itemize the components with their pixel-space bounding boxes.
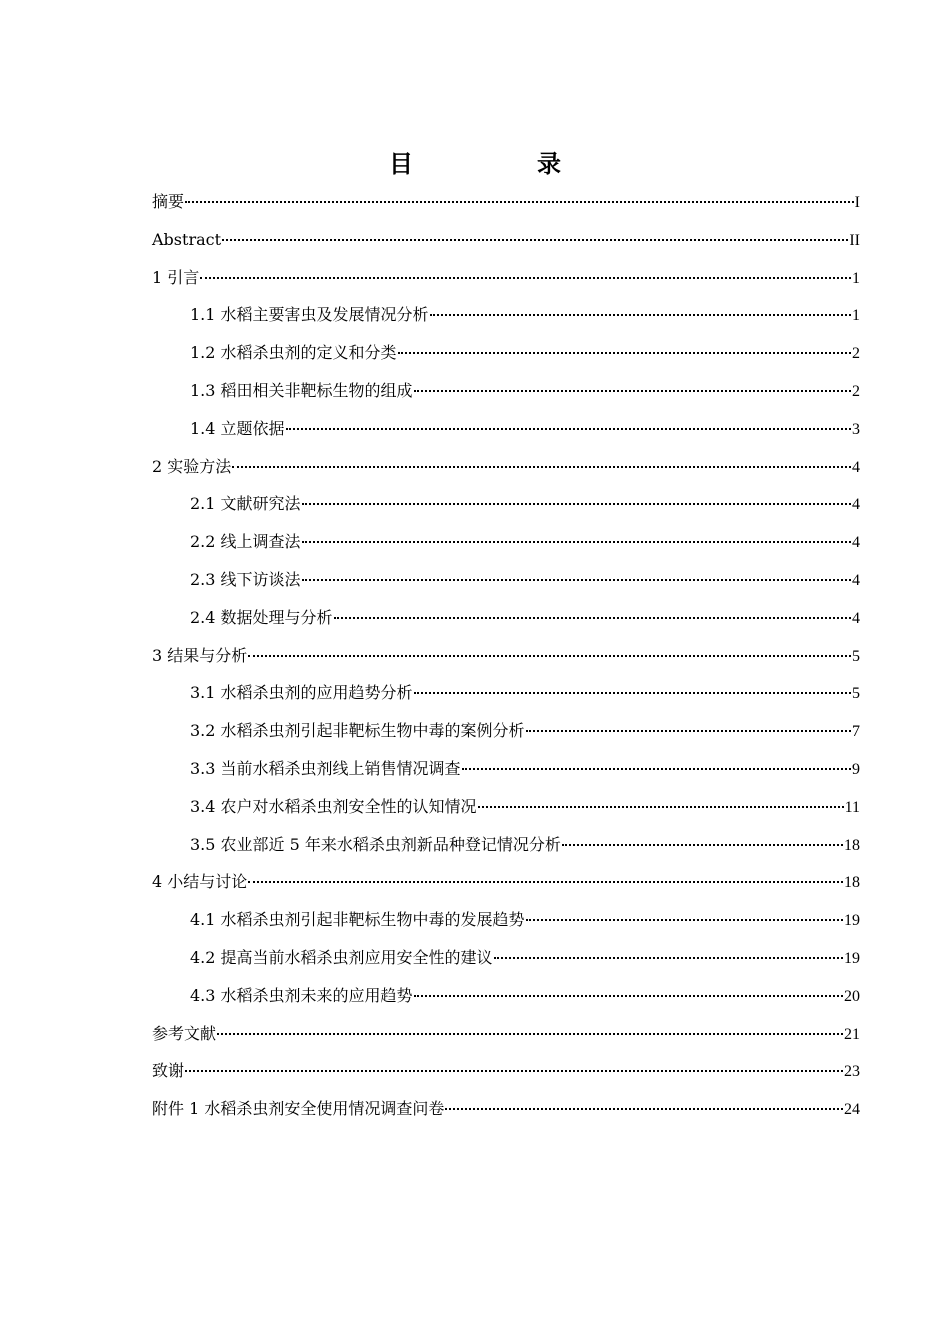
dot-leader xyxy=(526,919,843,921)
toc-entry[interactable] xyxy=(152,1015,860,1053)
toc-entry[interactable] xyxy=(152,334,860,372)
dot-leader xyxy=(200,277,851,279)
dot-leader xyxy=(185,1070,843,1072)
toc-entry[interactable] xyxy=(152,1052,860,1090)
toc-entry-title: 2.2 线上调查法 xyxy=(190,532,301,552)
toc-entry-title: 1 引言 xyxy=(152,267,200,287)
dot-leader xyxy=(302,579,851,581)
toc-entry-title: 1.2 水稻杀虫剂的定义和分类 xyxy=(190,343,397,363)
toc-entry-page-number: 2 xyxy=(852,345,860,363)
toc-entry-page-number: II xyxy=(849,231,860,249)
dot-leader xyxy=(398,352,851,354)
toc-entry-page-number: 18 xyxy=(844,874,860,892)
toc-entry-page-number: 4 xyxy=(852,571,860,589)
toc-entry-title: 3.2 水稻杀虫剂引起非靶标生物中毒的案例分析 xyxy=(190,721,525,741)
dot-leader xyxy=(445,1108,843,1110)
toc-entry[interactable] xyxy=(152,863,860,901)
toc-entry-page-number: 4 xyxy=(852,609,860,627)
toc-entry-page-number: 3 xyxy=(852,420,860,438)
dot-leader xyxy=(185,201,854,203)
dot-leader xyxy=(217,1033,843,1035)
dot-leader xyxy=(414,995,843,997)
dot-leader xyxy=(302,503,851,505)
dot-leader xyxy=(526,730,851,732)
toc-entry-title: 3.4 农户对水稻杀虫剂安全性的认知情况 xyxy=(190,796,477,816)
toc-entry-page-number: 23 xyxy=(844,1063,860,1081)
toc-entry-page-number: 4 xyxy=(852,534,860,552)
toc-entry[interactable] xyxy=(152,183,860,221)
toc-entry-page-number: 11 xyxy=(844,798,860,816)
toc-entry-title: 2.4 数据处理与分析 xyxy=(190,607,333,627)
toc-entry[interactable] xyxy=(152,410,860,448)
dot-leader xyxy=(334,617,851,619)
dot-leader xyxy=(430,314,851,316)
toc-entry[interactable] xyxy=(152,448,860,486)
toc-entry-page-number: 4 xyxy=(852,496,860,514)
toc-entry-title: 4.2 提高当前水稻杀虫剂应用安全性的建议 xyxy=(190,947,493,967)
toc-entry[interactable] xyxy=(152,221,860,259)
toc-entry-title: 摘要 xyxy=(152,192,185,211)
toc-entry[interactable] xyxy=(152,372,860,410)
toc-entry-page-number: 5 xyxy=(852,647,860,665)
toc-entry[interactable] xyxy=(152,296,860,334)
dot-leader xyxy=(232,466,851,468)
toc-entry[interactable] xyxy=(152,259,860,297)
toc-entry-title: 致谢 xyxy=(152,1061,185,1081)
dot-leader xyxy=(302,541,851,543)
toc-entry-page-number: 4 xyxy=(852,458,860,476)
dot-leader xyxy=(478,806,844,808)
toc-entry[interactable] xyxy=(152,674,860,712)
toc-entry-title: 4.3 水稻杀虫剂未来的应用趋势 xyxy=(190,985,413,1005)
toc-entry-page-number: 24 xyxy=(844,1101,860,1119)
dot-leader xyxy=(248,881,843,883)
toc-entry-title: 1.3 稻田相关非靶标生物的组成 xyxy=(190,380,413,400)
toc-entry[interactable] xyxy=(152,901,860,939)
toc-entry-title: 3.3 当前水稻杀虫剂线上销售情况调查 xyxy=(190,758,461,778)
dot-leader xyxy=(562,844,843,846)
toc-entry[interactable] xyxy=(152,599,860,637)
toc-entry[interactable] xyxy=(152,561,860,599)
dot-leader xyxy=(222,239,848,241)
toc-entry-title: 3.1 水稻杀虫剂的应用趋势分析 xyxy=(190,683,413,703)
toc-entry-title: 3 结果与分析 xyxy=(152,645,248,665)
dot-leader xyxy=(286,428,851,430)
toc-entry-title: 4 小结与讨论 xyxy=(152,872,248,892)
toc-entry[interactable] xyxy=(152,712,860,750)
toc-entry-title: 1.1 水稻主要害虫及发展情况分析 xyxy=(190,305,429,325)
toc-entry-title: 2.1 文献研究法 xyxy=(190,494,301,514)
toc-entry-title: 附件 1 水稻杀虫剂安全使用情况调查问卷 xyxy=(152,1099,445,1119)
toc-entry-page-number: 5 xyxy=(852,685,860,703)
toc-entry-page-number: 19 xyxy=(844,949,860,967)
toc-entry[interactable] xyxy=(152,485,860,523)
toc-entry-title: 3.5 农业部近 5 年来水稻杀虫剂新品种登记情况分析 xyxy=(190,834,561,854)
toc-entry[interactable] xyxy=(152,1090,860,1128)
toc-entry-page-number: 1 xyxy=(852,269,860,287)
toc-entry-page-number: 2 xyxy=(852,382,860,400)
toc-entry-page-number: I xyxy=(854,194,860,211)
toc-entry-page-number: 18 xyxy=(844,836,860,854)
toc-entry[interactable] xyxy=(152,637,860,675)
toc-entry[interactable] xyxy=(152,750,860,788)
toc-entry-title: 2 实验方法 xyxy=(152,456,232,476)
toc-entry-page-number: 21 xyxy=(844,1025,860,1043)
toc-entry-title: 参考文献 xyxy=(152,1023,217,1043)
toc-entry[interactable] xyxy=(152,939,860,977)
toc-entry[interactable] xyxy=(152,788,860,826)
dot-leader xyxy=(414,692,851,694)
toc-entry[interactable] xyxy=(152,523,860,561)
toc-entry-page-number: 20 xyxy=(844,987,860,1005)
toc-entry-title: 1.4 立题依据 xyxy=(190,418,285,438)
toc-list xyxy=(152,183,860,1128)
toc-entry-page-number: 9 xyxy=(852,760,860,778)
toc-entry[interactable] xyxy=(152,826,860,864)
toc-title: 目 录 xyxy=(389,150,611,178)
toc-entry-page-number: 7 xyxy=(852,723,860,741)
toc-entry-page-number: 1 xyxy=(852,307,860,325)
dot-leader xyxy=(248,655,851,657)
toc-entry-page-number: 19 xyxy=(844,912,860,930)
dot-leader xyxy=(462,768,851,770)
toc-entry[interactable] xyxy=(152,977,860,1015)
toc-entry-title: 2.3 线下访谈法 xyxy=(190,569,301,589)
dot-leader xyxy=(414,390,851,392)
toc-entry-title: 4.1 水稻杀虫剂引起非靶标生物中毒的发展趋势 xyxy=(190,910,525,930)
dot-leader xyxy=(494,957,843,959)
toc-entry-title: Abstract xyxy=(152,229,222,249)
